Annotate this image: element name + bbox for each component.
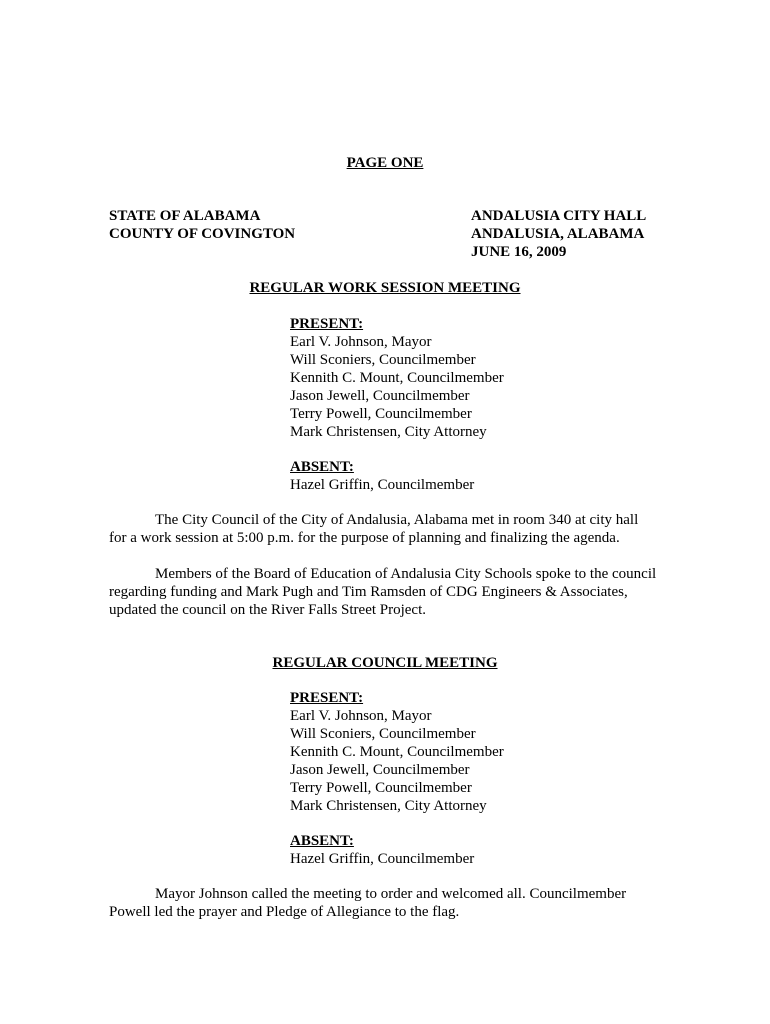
paragraph-line: Members of the Board of Education of Andalusia City Schools spoke to the council xyxy=(155,566,657,582)
paragraph-line: Mayor Johnson called the meeting to order and welcomed all. Councilmember xyxy=(155,886,627,902)
council-meeting-present-block xyxy=(290,689,504,815)
attendee-item: Mark Christensen, City Attorney xyxy=(290,424,487,440)
work-session-absent-block xyxy=(290,458,474,494)
present-label: PRESENT: xyxy=(290,690,364,706)
attendee-item: Kennith C. Mount, Councilmember xyxy=(290,370,504,386)
attendee-item: Terry Powell, Councilmember xyxy=(290,780,472,796)
page-heading: PAGE ONE xyxy=(346,155,424,171)
work-session-present-block xyxy=(290,315,504,441)
header-left xyxy=(109,207,295,243)
present-label: PRESENT: xyxy=(290,316,364,332)
header-right-line: ANDALUSIA CITY HALL xyxy=(471,208,647,224)
absentee-item: Hazel Griffin, Councilmember xyxy=(290,477,475,493)
attendee-item: Terry Powell, Councilmember xyxy=(290,406,472,422)
paragraph-line: updated the council on the River Falls Street Project. xyxy=(109,602,427,618)
paragraph-line: Powell led the prayer and Pledge of Allegiance to the flag. xyxy=(109,904,460,920)
attendee-item: Earl V. Johnson, Mayor xyxy=(290,334,432,350)
header-left-line: COUNTY OF COVINGTON xyxy=(109,226,296,242)
attendee-item: Kennith C. Mount, Councilmember xyxy=(290,744,504,760)
council-meeting-absent-block xyxy=(290,832,474,868)
paragraph-line: for a work session at 5:00 p.m. for the purpose of planning and finalizing the agenda. xyxy=(109,530,620,546)
absentee-item: Hazel Griffin, Councilmember xyxy=(290,851,475,867)
header-right xyxy=(471,207,646,261)
council-meeting-paragraph xyxy=(109,885,669,921)
header-left-line: STATE OF ALABAMA xyxy=(109,208,261,224)
header-right-line: JUNE 16, 2009 xyxy=(471,244,567,260)
attendee-item: Will Sconiers, Councilmember xyxy=(290,352,476,368)
attendee-item: Jason Jewell, Councilmember xyxy=(290,762,470,778)
work-session-paragraph xyxy=(109,511,669,547)
attendee-item: Mark Christensen, City Attorney xyxy=(290,798,487,814)
work-session-paragraph xyxy=(109,565,669,619)
attendee-item: Earl V. Johnson, Mayor xyxy=(290,708,432,724)
absent-label: ABSENT: xyxy=(290,833,354,849)
work-session-title: REGULAR WORK SESSION MEETING xyxy=(249,280,521,296)
council-meeting-title: REGULAR COUNCIL MEETING xyxy=(272,655,498,671)
attendee-item: Will Sconiers, Councilmember xyxy=(290,726,476,742)
header-right-line: ANDALUSIA, ALABAMA xyxy=(471,226,645,242)
paragraph-line: The City Council of the City of Andalusia, Alabama met in room 340 at city hall xyxy=(155,512,639,528)
absent-label: ABSENT: xyxy=(290,459,354,475)
paragraph-line: regarding funding and Mark Pugh and Tim Ramsden of CDG Engineers & Associates, xyxy=(109,584,628,600)
attendee-item: Jason Jewell, Councilmember xyxy=(290,388,470,404)
